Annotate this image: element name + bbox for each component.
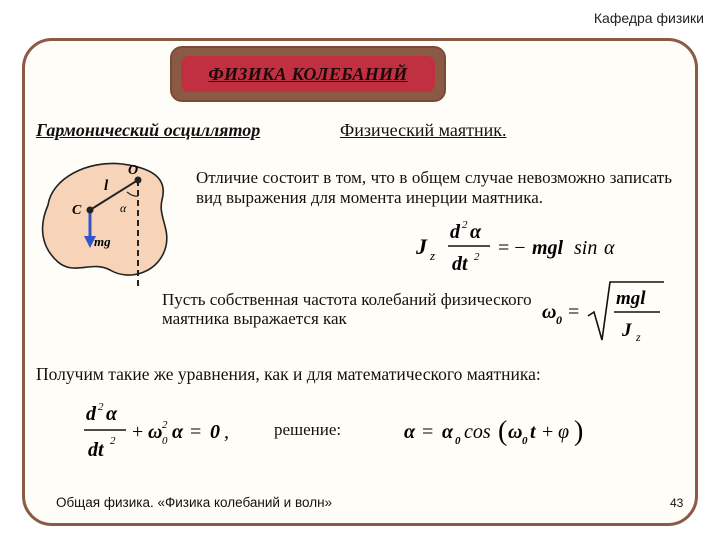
svg-text:J: J bbox=[622, 320, 632, 341]
svg-text:0: 0 bbox=[522, 435, 528, 447]
center-of-mass-point bbox=[87, 207, 94, 214]
weight-label: mg bbox=[94, 234, 111, 249]
svg-text:2: 2 bbox=[462, 219, 468, 231]
svg-text:2: 2 bbox=[98, 401, 104, 413]
svg-text:=: = bbox=[422, 421, 434, 443]
svg-text:t: t bbox=[530, 421, 536, 443]
svg-text:= −: = − bbox=[498, 237, 526, 259]
slide-title: ФИЗИКА КОЛЕБАНИЙ bbox=[181, 56, 435, 92]
svg-text:+: + bbox=[132, 421, 144, 443]
svg-text:0: 0 bbox=[556, 313, 562, 327]
difference-paragraph: Отличие состоит в том, что в общем случае невозможно записать вид выражения для момента инерции маятника. bbox=[196, 168, 672, 207]
svg-text:z: z bbox=[430, 248, 436, 263]
svg-text:ω: ω bbox=[542, 301, 557, 323]
svg-text:,: , bbox=[224, 421, 229, 443]
svg-text:=: = bbox=[568, 301, 580, 323]
svg-text:dt: dt bbox=[88, 439, 104, 461]
equation-oscillator bbox=[82, 398, 252, 464]
svg-text:mgl: mgl bbox=[616, 288, 646, 309]
subtitle-harmonic-oscillator: Гармонический осциллятор bbox=[36, 120, 261, 140]
pivot-label: O bbox=[128, 163, 139, 178]
svg-text:d: d bbox=[450, 221, 460, 243]
svg-text:0: 0 bbox=[162, 435, 168, 447]
footer-source: Общая физика. «Физика колебаний и волн» bbox=[55, 495, 333, 510]
svg-text:2: 2 bbox=[474, 251, 480, 263]
svg-text:d: d bbox=[86, 403, 96, 425]
svg-text:φ: φ bbox=[558, 421, 570, 443]
title-banner bbox=[170, 46, 446, 102]
svg-text:dt: dt bbox=[452, 253, 468, 275]
center-label: C bbox=[72, 203, 82, 218]
svg-text:+: + bbox=[542, 421, 554, 443]
same-equations-paragraph: Получим такие же уравнения, как и для математического маятника: bbox=[36, 364, 541, 384]
equation-frequency bbox=[540, 278, 670, 346]
frequency-paragraph: Пусть собственная частота колебаний физического маятника выражается как bbox=[162, 290, 532, 328]
svg-text:α: α bbox=[106, 403, 118, 425]
subtitle-physical-pendulum: Физический маятник. bbox=[340, 120, 507, 140]
svg-text:α: α bbox=[604, 237, 615, 259]
svg-text:α: α bbox=[172, 421, 184, 443]
department-label: Кафедра физики bbox=[593, 10, 704, 26]
solution-label: решение: bbox=[274, 420, 342, 439]
svg-text:α: α bbox=[442, 421, 454, 443]
angle-label: α bbox=[120, 201, 127, 215]
equation-moment bbox=[410, 214, 650, 278]
svg-text:α: α bbox=[404, 421, 416, 443]
svg-text:mgl: mgl bbox=[532, 237, 564, 259]
svg-text:=: = bbox=[190, 421, 202, 443]
svg-text:0: 0 bbox=[455, 435, 461, 447]
page-number: 43 bbox=[670, 496, 684, 510]
svg-text:0: 0 bbox=[210, 421, 220, 443]
svg-text:2: 2 bbox=[162, 419, 168, 431]
svg-text:): ) bbox=[574, 416, 584, 447]
svg-text:(: ( bbox=[498, 416, 508, 447]
length-label: l bbox=[104, 178, 109, 194]
svg-text:cos: cos bbox=[464, 421, 491, 443]
svg-text:sin: sin bbox=[574, 237, 598, 259]
svg-text:2: 2 bbox=[110, 435, 116, 447]
svg-text:α: α bbox=[470, 221, 482, 243]
equation-solution bbox=[402, 408, 608, 452]
pendulum-diagram bbox=[30, 150, 200, 290]
svg-text:ω: ω bbox=[508, 421, 523, 443]
svg-text:z: z bbox=[636, 330, 641, 344]
svg-text:ω: ω bbox=[148, 421, 163, 443]
svg-text:J: J bbox=[416, 234, 427, 259]
